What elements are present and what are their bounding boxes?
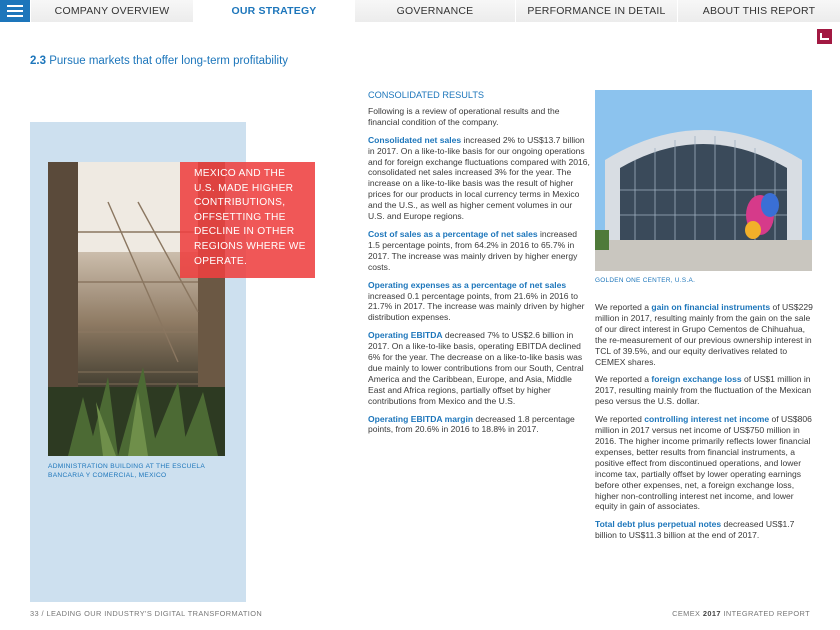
net-sales-paragraph: [368, 135, 590, 222]
ebitda-margin-paragraph: [368, 414, 590, 436]
ebitda-margin-text: decreased 1.8 percentage points, from 20.6% in 2016 to 18.8% in 2017.: [368, 413, 575, 435]
footer-separator: /: [41, 609, 44, 618]
sdg-goal-icon: [817, 29, 832, 44]
footer-report: INTEGRATED REPORT: [723, 609, 810, 618]
net-income-paragraph: [595, 414, 815, 512]
section-title: [30, 55, 288, 67]
operating-expenses-paragraph: [368, 280, 590, 324]
financial-instruments-text: of US$229 million in 2017, resulting mainly from the gain on the sale of our direct interest in Grupo Cementos de Chihuahua, the re-measurement of our previous ownership interest in TCL of 39.5%, and our equity derivatives related to CEMEX shares.: [595, 302, 813, 367]
foreign-exchange-text: of US$1 million in 2017, resulting mainly from the fluctuation of the Mexican peso versus the U.S. dollar.: [595, 374, 812, 407]
consolidated-results-heading: CONSOLIDATED RESULTS: [368, 90, 485, 100]
net-income-lead: We reported: [595, 414, 645, 425]
callout-box: MEXICO AND THE U.S. MADE HIGHER CONTRIBUTIONS, OFFSETTING THE DECLINE IN OTHER REGIONS WHERE WE OPERATE.: [180, 162, 315, 278]
financial-instruments-paragraph: [595, 302, 815, 367]
right-photo-caption: GOLDEN ONE CENTER, U.S.A.: [595, 277, 696, 284]
total-debt-paragraph: [595, 519, 815, 541]
arena-exterior-photo: [595, 90, 812, 271]
section-heading: Pursue markets that offer long-term profitability: [49, 55, 289, 67]
operating-expenses-term: Operating expenses as a percentage of net sales: [368, 279, 567, 290]
top-navigation: [0, 0, 840, 22]
footer-year: 2017: [702, 609, 721, 618]
net-income-text: of US$806 million in 2017 versus net income of US$750 million in 2016. The higher income primarily reflects lower financial expenses, better results from financial instruments, a positive effect from discontinued operations, and lower income tax, partially offset by lower operating earnings before other expenses, net, a foreign exchange loss, higher non-controlling interest net income, and lower equity in gain of associates.: [595, 414, 812, 512]
cost-of-sales-term: Cost of sales as a percentage of net sales: [368, 228, 538, 239]
tab-company-overview[interactable]: COMPANY OVERVIEW: [30, 0, 193, 22]
tab-about-this-report[interactable]: ABOUT THIS REPORT: [677, 0, 840, 22]
financial-instruments-term: gain on financial instruments: [651, 302, 771, 312]
ebitda-margin-term: Operating EBITDA margin: [368, 413, 474, 424]
total-debt-text: decreased US$1.7 billion to US$11.3 billion at the end of 2017.: [595, 519, 795, 541]
footer-brand: CEMEX: [672, 609, 701, 618]
foreign-exchange-term: foreign exchange loss: [651, 374, 742, 385]
operating-ebitda-term: Operating EBITDA: [368, 330, 443, 341]
net-income-term: controlling interest net income: [644, 414, 770, 425]
cost-of-sales-paragraph: [368, 229, 590, 273]
net-sales-term: Consolidated net sales: [368, 134, 462, 145]
operating-ebitda-paragraph: [368, 330, 590, 406]
left-photo-caption: ADMINISTRATION BUILDING AT THE ESCUELA BANCARIA Y COMERCIAL, MEXICO: [48, 463, 205, 479]
page-number: 33: [30, 609, 40, 618]
footer-chapter: LEADING OUR INDUSTRY'S DIGITAL TRANSFORMATION: [46, 609, 263, 618]
footer-right: [672, 609, 810, 618]
tab-our-strategy[interactable]: OUR STRATEGY: [193, 0, 354, 22]
intro-paragraph: Following is a review of operational results and the financial condition of the company.: [368, 105, 560, 127]
net-sales-text: increased 2% to US$13.7 billion in 2017. On a like-to-like basis for our ongoing operations and for foreign exchange fluctuations compared with 2016, consolidated net sales increased 3% for the year. The increase on a like-to-like basis was the result of higher prices for our products in local currency terms in Mexico and the U.S., as well as higher cement volumes in our U.S. and Europe regions.: [368, 134, 590, 222]
operating-ebitda-text: decreased 7% to US$2.6 billion in 2017. On a like-to-like basis, operating EBITDA declined 6% for the year. The decrease on a like-to-like basis was due mainly to lower contributions from our South, Central America and the Caribbean, Europe, and Asia, Middle East and Africa regions, partially offset by higher contributions from Mexico and the U.S.: [368, 330, 584, 406]
foreign-exchange-lead: We reported a: [595, 374, 652, 385]
total-debt-term: Total debt plus perpetual notes: [595, 519, 722, 530]
tab-performance-in-detail[interactable]: PERFORMANCE IN DETAIL: [515, 0, 677, 22]
consolidated-results-column: [368, 90, 590, 442]
tab-governance[interactable]: GOVERNANCE: [354, 0, 515, 22]
footer-left: [30, 609, 262, 618]
foreign-exchange-paragraph: [595, 374, 815, 407]
cost-of-sales-text: increased 1.5 percentage points, from 64.2% in 2016 to 65.7% in 2017. The increase was mainly driven by higher energy costs.: [368, 228, 578, 272]
financial-results-column: [595, 302, 815, 548]
operating-expenses-text: increased 0.1 percentage points, from 21.6% in 2016 to 21.7% in 2017. The increase was mainly driven by higher distribution expenses.: [368, 290, 585, 323]
financial-instruments-lead: We reported a: [595, 302, 652, 312]
hamburger-menu-icon[interactable]: [0, 0, 30, 22]
section-number: 2.3: [30, 55, 46, 67]
